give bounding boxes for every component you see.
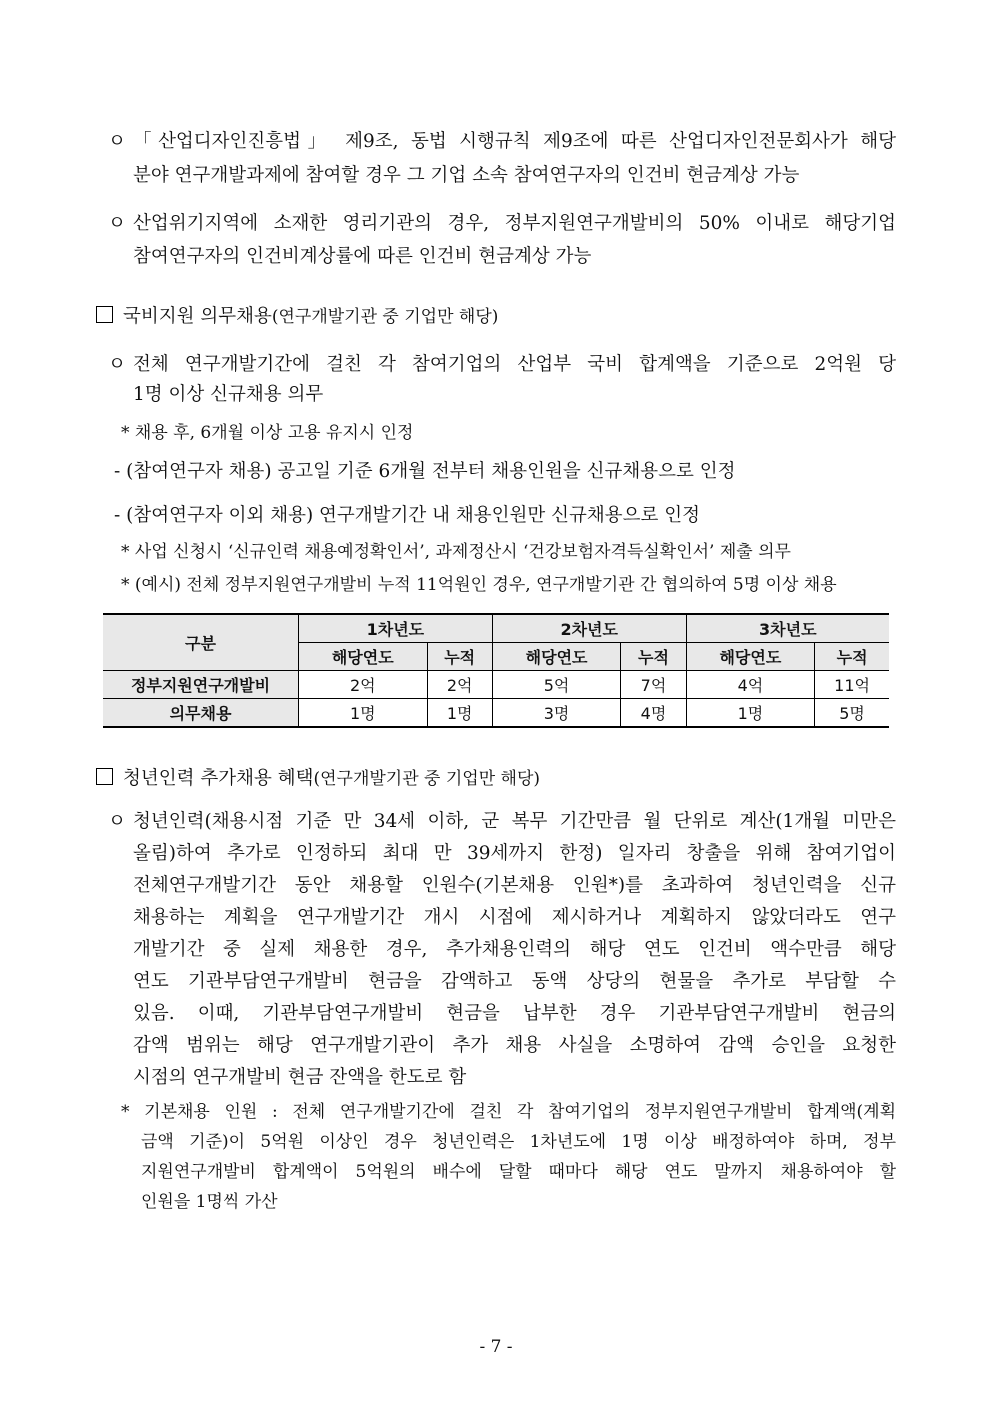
section-note: (연구개발기관 중 기업만 해당) <box>271 307 499 327</box>
dash-line: - (참여연구자 채용) 공고일 기준 6개월 전부터 채용인원을 신규채용으로 인정 <box>114 461 736 482</box>
table-row-label: 정부지원연구개발비 <box>103 671 299 699</box>
bullet-marker: ㅇ <box>108 213 126 234</box>
table-row <box>103 699 889 728</box>
section-heading <box>96 305 498 329</box>
paragraph-line: 「산업디자인진흥법」 제9조, 동법 시행규칙 제9조에 따른 산업디자인전문회사가 해당 <box>133 131 896 152</box>
table-sub-header: 해당연도 <box>299 643 428 671</box>
table-sub-header: 누적 <box>621 643 686 671</box>
section-title: 국비지원 의무채용 <box>123 306 272 327</box>
table-cell: 4억 <box>686 671 815 699</box>
table-row <box>103 671 889 699</box>
table-cell: 2억 <box>299 671 428 699</box>
table-cell: 7억 <box>621 671 686 699</box>
paragraph-line: 시점의 연구개발비 현금 잔액을 한도로 함 <box>133 1067 467 1088</box>
note-line: * 채용 후, 6개월 이상 고용 유지시 인정 <box>121 423 414 443</box>
paragraph-line: 채용하는 계획을 연구개발기간 개시 시점에 제시하거나 계획하지 않았더라도 연구 <box>133 907 896 928</box>
paragraph-line: 전체 연구개발기간에 걸친 각 참여기업의 산업부 국비 합계액을 기준으로 2억원 당 <box>133 354 896 375</box>
table-year-header: 2차년도 <box>492 614 686 643</box>
paragraph-line: 감액 범위는 해당 연구개발기관이 추가 채용 사실을 소명하여 감액 승인을 요청한 <box>133 1035 896 1056</box>
table-cell: 4명 <box>621 699 686 728</box>
paragraph-line: 연도 기관부담연구개발비 현금을 감액하고 동액 상당의 현물을 추가로 부담할 수 <box>133 971 896 992</box>
table-sub-header: 해당연도 <box>492 643 621 671</box>
table-year-header: 1차년도 <box>299 614 493 643</box>
table-cell: 5명 <box>815 699 889 728</box>
note-line: 금액 기준)이 5억원 이상인 경우 청년인력은 1차년도에 1명 이상 배정하여야 하며, 정부 <box>141 1132 896 1152</box>
table-cell: 5억 <box>492 671 621 699</box>
paragraph-line: 산업위기지역에 소재한 영리기관의 경우, 정부지원연구개발비의 50% 이내로 해당기업 <box>133 213 896 234</box>
paragraph-line: 있음. 이때, 기관부담연구개발비 현금을 납부한 경우 기관부담연구개발비 현금의 <box>133 1003 896 1024</box>
note-line: 지원연구개발비 합계액이 5억원의 배수에 달할 때마다 해당 연도 말까지 채용하여야 할 <box>141 1162 896 1182</box>
note-line: * 기본채용 인원 : 전체 연구개발기간에 걸친 각 참여기업의 정부지원연구개발비 합계액(계획 <box>121 1102 896 1122</box>
paragraph-line: 전체연구개발기간 동안 채용할 인원수(기본채용 인원*)를 초과하여 청년인력을 신규 <box>133 875 896 896</box>
hiring-table <box>103 613 889 728</box>
table-corner: 구분 <box>103 614 299 671</box>
table-year-header: 3차년도 <box>686 614 889 643</box>
page-number: - 7 - <box>479 1337 513 1357</box>
section-note: (연구개발기관 중 기업만 해당) <box>313 769 541 789</box>
checkbox-square-icon <box>96 306 113 323</box>
dash-line: - (참여연구자 이외 채용) 연구개발기간 내 채용인원만 신규채용으로 인정 <box>114 505 700 526</box>
table-cell: 1명 <box>427 699 492 728</box>
paragraph-line: 개발기간 중 실제 채용한 경우, 추가채용인력의 해당 연도 인건비 액수만큼 해당 <box>133 939 896 960</box>
note-line: * (예시) 전체 정부지원연구개발비 누적 11억원인 경우, 연구개발기관 간 협의하여 5명 이상 채용 <box>121 575 837 595</box>
section-title: 청년인력 추가채용 혜택 <box>123 768 314 789</box>
paragraph-line: 참여연구자의 인건비계상률에 따른 인건비 현금계상 가능 <box>133 246 592 267</box>
paragraph-line: 분야 연구개발과제에 참여할 경우 그 기업 소속 참여연구자의 인건비 현금계상 가능 <box>133 165 800 186</box>
paragraph-line: 1명 이상 신규채용 의무 <box>133 384 324 405</box>
bullet-marker: ㅇ <box>108 811 126 832</box>
bullet-marker: ㅇ <box>108 354 126 375</box>
note-line: 인원을 1명씩 가산 <box>141 1192 278 1212</box>
paragraph-line: 올림)하여 추가로 인정하되 최대 만 39세까지 한정) 일자리 창출을 위해 참여기업이 <box>133 843 896 864</box>
table-sub-header: 누적 <box>815 643 889 671</box>
table-cell: 2억 <box>427 671 492 699</box>
section-heading <box>96 767 540 791</box>
checkbox-square-icon <box>96 768 113 785</box>
paragraph-line: 청년인력(채용시점 기준 만 34세 이하, 군 복무 기간만큼 월 단위로 계산(1개월 미만은 <box>133 811 896 832</box>
table-cell: 1명 <box>686 699 815 728</box>
bullet-marker: ㅇ <box>108 131 126 152</box>
table-sub-header: 해당연도 <box>686 643 815 671</box>
table-row-label: 의무채용 <box>103 699 299 728</box>
note-line: * 사업 신청시 ‘신규인력 채용예정확인서’, 과제정산시 ‘건강보험자격득실확인서’ 제출 의무 <box>121 542 791 562</box>
table-sub-header: 누적 <box>427 643 492 671</box>
table-cell: 3명 <box>492 699 621 728</box>
table-cell: 1명 <box>299 699 428 728</box>
table-cell: 11억 <box>815 671 889 699</box>
